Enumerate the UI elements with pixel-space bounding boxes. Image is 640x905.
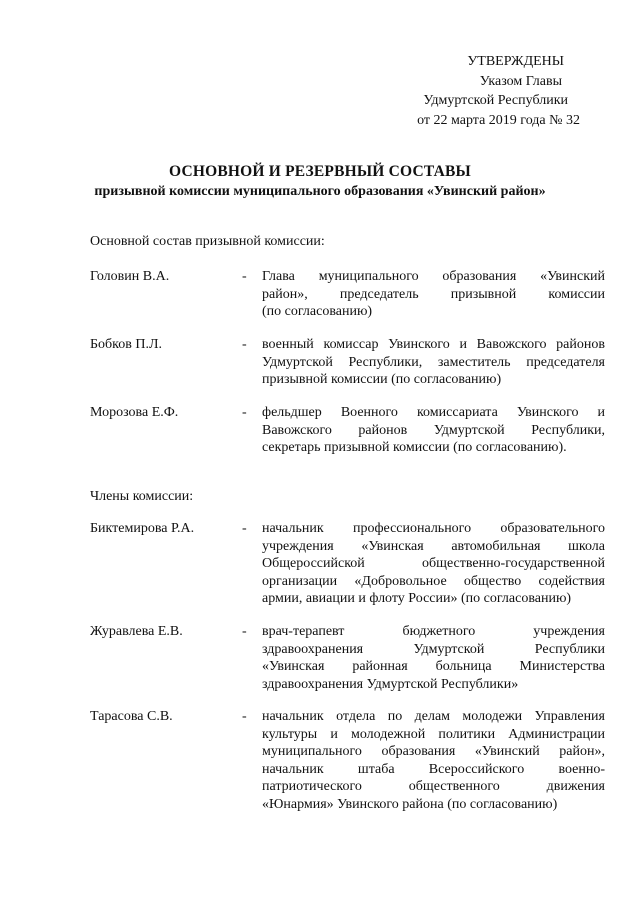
dash-separator: - (242, 709, 247, 724)
dash-separator: - (242, 521, 247, 536)
role-line: Глава муниципального образования «Увинский (262, 269, 605, 284)
role-line: армии, авиации и флоту России» (по согласованию) (262, 591, 572, 606)
role-line: патриотического общественного движения (262, 779, 605, 794)
member-role (262, 708, 605, 813)
member-role (262, 268, 605, 321)
role-line: начальник профессионального образовательного (262, 521, 605, 536)
role-line: (по согласованию) (262, 304, 373, 319)
members-heading: Члены комиссии: (90, 489, 194, 504)
dash-separator: - (242, 405, 247, 420)
member-entry (90, 404, 605, 457)
role-line: призывной комиссии (по согласованию) (262, 372, 502, 387)
approval-date: от 22 марта 2019 года № 32 (417, 112, 580, 128)
role-line: Вавожского районов Удмуртской Республики, (262, 422, 605, 438)
role-line: врач-терапевт бюджетного учреждения (262, 624, 605, 639)
member-role (262, 336, 605, 389)
member-name: Морозова Е.Ф. (90, 405, 179, 420)
role-line: здравоохранения Удмуртской Республики» (262, 676, 519, 692)
role-line: здравоохранения Удмуртской Республики (262, 641, 605, 657)
member-name: Головин В.А. (90, 269, 170, 284)
dash-separator: - (242, 269, 247, 284)
member-name: Журавлева Е.В. (90, 624, 183, 639)
approval-stamp (380, 52, 580, 130)
member-name: Бобков П.Л. (90, 337, 162, 352)
member-entry (90, 268, 605, 321)
role-line: фельдшер Военного комиссариата Увинского и (262, 405, 605, 420)
role-line: муниципального образования «Увинский район», (262, 744, 605, 759)
member-name: Биктемирова Р.А. (90, 521, 195, 536)
role-line: культуры и молодежной политики Администрации (262, 726, 605, 742)
document-title-block (40, 162, 600, 202)
role-line: «Юнармия» Увинского района (по согласованию) (262, 796, 558, 812)
role-line: «Увинская районная больница Министерства (262, 659, 605, 674)
role-line: Удмуртской Республики, заместитель председателя (262, 354, 605, 370)
role-line: Общероссийской общественно-государственной (262, 556, 605, 571)
role-line: секретарь призывной комиссии (по согласованию). (262, 440, 567, 455)
document-subtitle: призывной комиссии муниципального образования «Увинский район» (94, 184, 546, 199)
member-entry (90, 623, 605, 693)
role-line: начальник штаба Всероссийского военно- (262, 761, 605, 777)
role-line: начальник отдела по делам молодежи Управления (262, 709, 605, 724)
dash-separator: - (242, 337, 247, 352)
member-entry (90, 708, 605, 813)
member-role (262, 623, 605, 693)
document-title: ОСНОВНОЙ И РЕЗЕРВНЫЙ СОСТАВЫ (169, 163, 471, 180)
approval-status: УТВЕРЖДЕНЫ (467, 54, 564, 69)
approval-republic: Удмуртской Республики (423, 93, 568, 108)
member-entry (90, 336, 605, 389)
role-line: район», председатель призывной комиссии (262, 286, 605, 302)
member-name: Тарасова С.В. (90, 709, 173, 724)
role-line: организации «Добровольное общество содействия (262, 573, 605, 589)
role-line: военный комиссар Увинского и Вавожского районов (262, 337, 605, 352)
member-entry (90, 520, 605, 608)
approval-authority: Указом Главы (479, 73, 562, 89)
main-composition-heading: Основной состав призывной комиссии: (90, 234, 325, 249)
dash-separator: - (242, 624, 247, 639)
member-role (262, 520, 605, 608)
member-role (262, 404, 605, 457)
role-line: учреждения «Увинская автомобильная школа (262, 538, 605, 554)
